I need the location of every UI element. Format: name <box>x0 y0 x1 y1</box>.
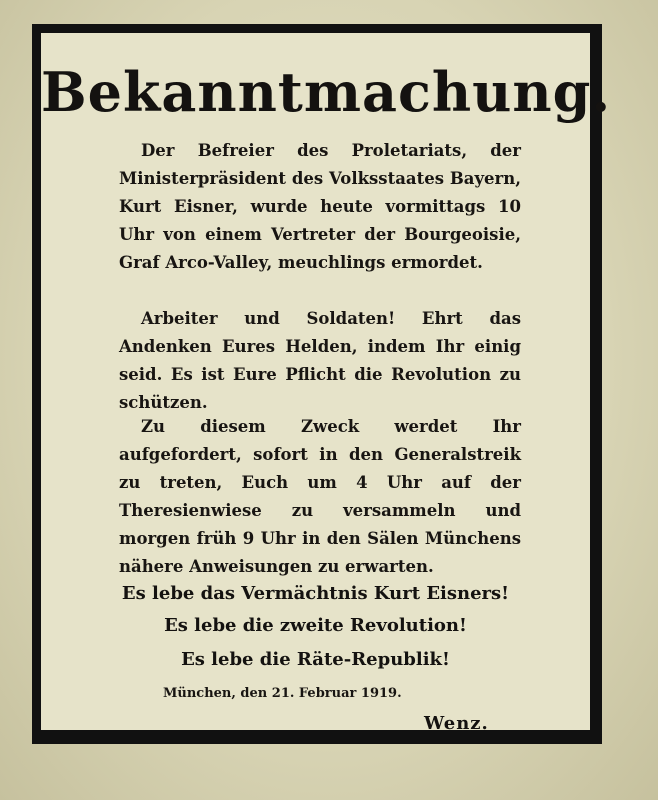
dateline: München, den 21. Februar 1919. <box>163 686 402 701</box>
paragraph-general-strike: Zu diesem Zweck werdet Ihr aufgefordert, sofort in den Generalstreik zu treten, Euch um 4 Uhr auf der Theresienwiese zu versammeln und morgen früh 9 Uhr in den Sälen Münchens nähere Anweisungen zu erwarten. <box>119 417 521 576</box>
poster-frame <box>32 24 612 744</box>
slogan-legacy: Es lebe das Vermächtnis Kurt Eisners! <box>121 583 510 604</box>
slogan-second-revolution: Es lebe die zweite Revolution! <box>164 615 467 636</box>
paragraph-appeal: Arbeiter und Soldaten! Ehrt das Andenken Eures Helden, indem Ihr einig seid. Es ist Eure Pflicht die Revolution zu schützen. <box>119 309 521 412</box>
slogan-council-republic: Es lebe die Räte-Republik! <box>181 649 450 670</box>
signature: Wenz. <box>424 713 489 734</box>
poster-title: Bekanntmachung. <box>41 60 612 124</box>
paragraph-assassination: Der Befreier des Proletariats, der Ministerpräsident des Volksstaates Bayern, Kurt Eisner, wurde heute vormittags 10 Uhr von einem Vertreter der Bourgeoisie, Graf Arco-Valley, meuchlings ermordet. <box>119 141 521 272</box>
